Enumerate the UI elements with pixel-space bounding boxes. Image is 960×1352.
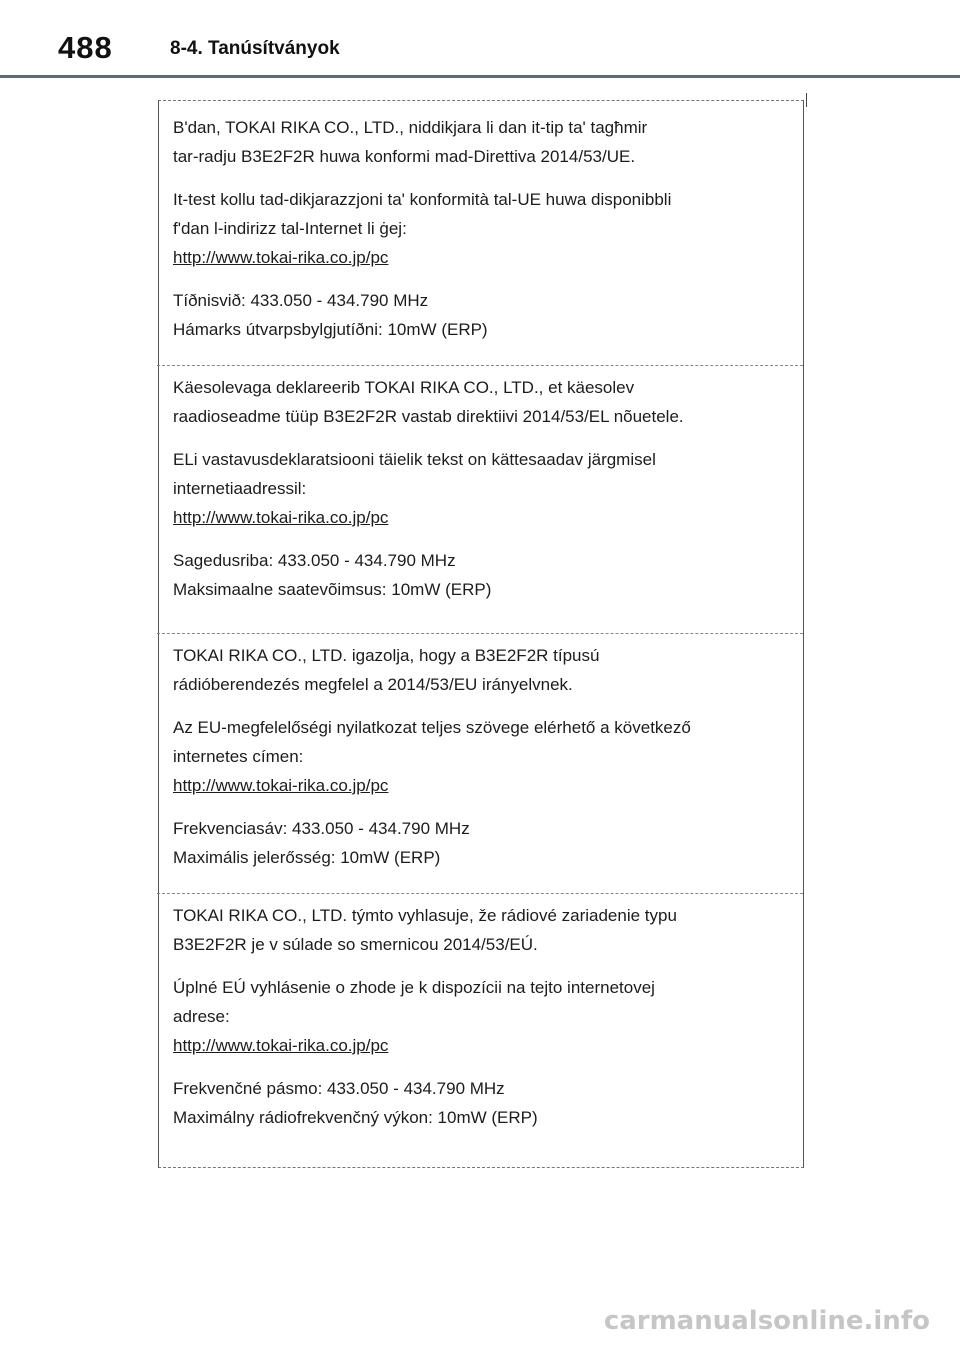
corner-tick [806, 93, 807, 107]
section-divider [157, 365, 803, 366]
declaration-link[interactable]: http://www.tokai-rika.co.jp/pc [173, 776, 389, 795]
frequency-band: Tíðnisvið: 433.050 - 434.790 MHz [173, 291, 429, 310]
availability-line: f'dan l-indirizz tal-Internet li ġej: [173, 219, 407, 238]
section-title: 8-4. Tanúsítványok [170, 38, 340, 59]
section-divider [157, 633, 803, 634]
max-power: Maksimaalne saatevõimsus: 10mW (ERP) [173, 580, 492, 599]
frequency-band: Frekvenciasáv: 433.050 - 434.790 MHz [173, 819, 470, 838]
section-divider [157, 893, 803, 894]
availability-line: internetiaadressil: [173, 479, 307, 498]
page-number: 488 [58, 30, 113, 65]
declaration-line: B'dan, TOKAI RIKA CO., LTD., niddikjara li dan it-tip ta' tagħmir [173, 118, 648, 137]
declaration-link[interactable]: http://www.tokai-rika.co.jp/pc [173, 508, 389, 527]
declaration-slovak [173, 901, 783, 1132]
availability-line: ELi vastavusdeklaratsiooni täielik tekst on kättesaadav järgmisel [173, 450, 656, 469]
declaration-line: tar-radju B3E2F2R huwa konformi mad-Direttiva 2014/53/UE. [173, 147, 636, 166]
availability-line: internetes címen: [173, 747, 304, 766]
availability-line: Úplné EÚ vyhlásenie o zhode je k dispozícii na tejto internetovej [173, 978, 655, 997]
availability-line: adrese: [173, 1007, 230, 1026]
declaration-link[interactable]: http://www.tokai-rika.co.jp/pc [173, 248, 389, 267]
max-power: Hámarks útvarpsbylgjutíðni: 10mW (ERP) [173, 320, 488, 339]
frequency-band: Sagedusriba: 433.050 - 434.790 MHz [173, 551, 456, 570]
max-power: Maximális jelerősség: 10mW (ERP) [173, 848, 441, 867]
declaration-line: TOKAI RIKA CO., LTD. týmto vyhlasuje, že rádiové zariadenie typu [173, 906, 677, 925]
max-power: Maximálny rádiofrekvenčný výkon: 10mW (ERP) [173, 1108, 538, 1127]
frequency-band: Frekvenčné pásmo: 433.050 - 434.790 MHz [173, 1079, 505, 1098]
declaration-link[interactable]: http://www.tokai-rika.co.jp/pc [173, 1036, 389, 1055]
header-rule [0, 75, 960, 78]
declaration-line: TOKAI RIKA CO., LTD. igazolja, hogy a B3E2F2R típusú [173, 646, 600, 665]
availability-line: Az EU-megfelelőségi nyilatkozat teljes szövege elérhető a következő [173, 718, 691, 737]
availability-line: It-test kollu tad-dikjarazzjoni ta' konformità tal-UE huwa disponibbli [173, 190, 672, 209]
declaration-estonian [173, 373, 783, 604]
declaration-maltese [173, 113, 783, 344]
declaration-line: raadioseadme tüüp B3E2F2R vastab direktiivi 2014/53/EL nõuetele. [173, 407, 684, 426]
declaration-line: rádióberendezés megfelel a 2014/53/EU irányelvnek. [173, 675, 573, 694]
watermark: carmanualsonline.info [603, 1306, 930, 1336]
declaration-line: Käesolevaga deklareerib TOKAI RIKA CO., LTD., et käesolev [173, 378, 635, 397]
certificate-scan [158, 100, 804, 1168]
page-header [0, 0, 960, 80]
declaration-line: B3E2F2R je v súlade so smernicou 2014/53/EÚ. [173, 935, 538, 954]
declaration-hungarian [173, 641, 783, 872]
